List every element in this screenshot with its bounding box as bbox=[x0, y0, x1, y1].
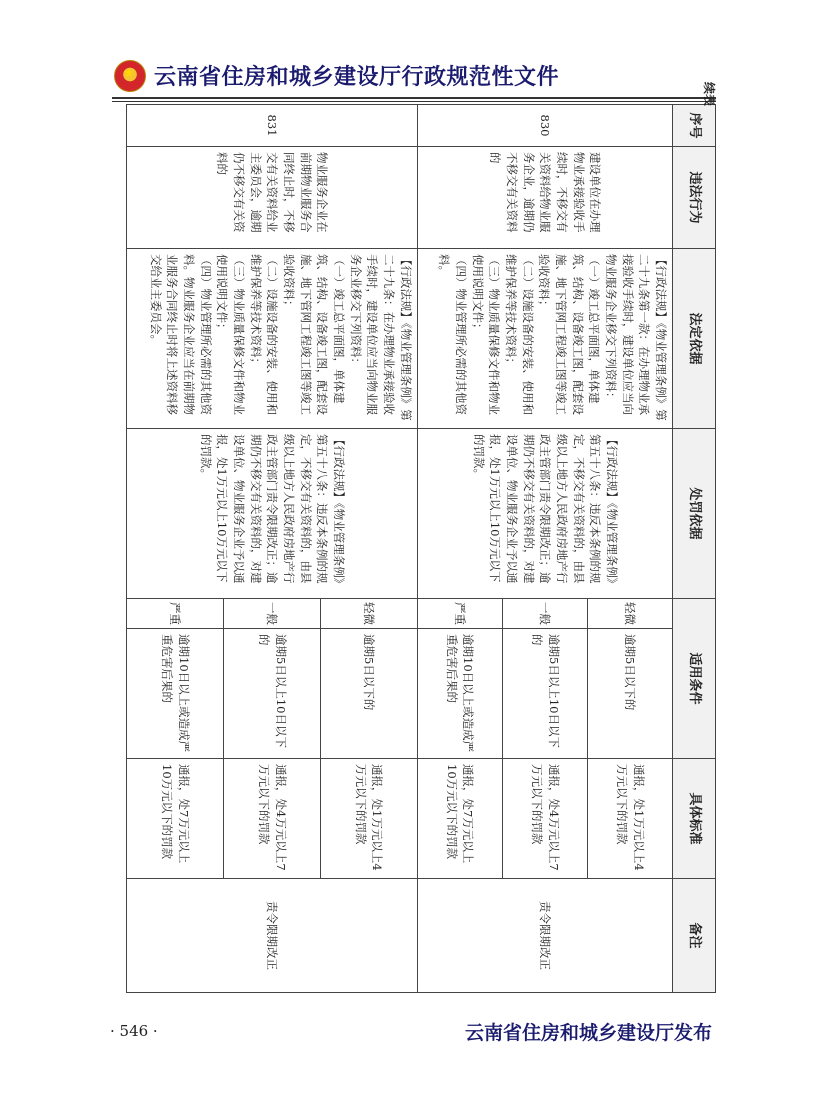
level-condition: 逾期5日以下的 bbox=[587, 629, 672, 759]
row-serial: 830 bbox=[417, 105, 672, 147]
level-label: 严重 bbox=[127, 599, 224, 629]
table-row bbox=[587, 105, 672, 993]
header-remark: 备注 bbox=[673, 879, 716, 993]
continued-label: 续表 bbox=[702, 82, 716, 107]
level-standard: 通报，处1万元以上4万元以下的罚款 bbox=[587, 759, 672, 879]
level-label: 一般 bbox=[223, 599, 320, 629]
header-divider-thin bbox=[112, 101, 716, 102]
row-penalty-basis: 【行政法规】《物业管理条例》第五十八条：违反本条例的规定，不移交有关资料的，由县级以上地方人民政府房地产行政主管部门责令限期改正；逾期仍不移交有关资料的，对建设单位、物业服务企业予以通报，处1万元以上10万元以下的罚款。 bbox=[417, 429, 672, 599]
level-label: 轻微 bbox=[587, 599, 672, 629]
level-standard: 通报，处1万元以上4万元以下的罚款 bbox=[320, 759, 417, 879]
row-remark: 责令限期改正 bbox=[127, 879, 418, 993]
level-label: 轻微 bbox=[320, 599, 417, 629]
header-penalty-basis: 处罚依据 bbox=[673, 429, 716, 599]
header-divider bbox=[112, 97, 716, 99]
level-condition: 逾期10日以上或造成严重危害后果的 bbox=[127, 629, 224, 759]
header-behavior: 违法行为 bbox=[673, 147, 716, 249]
row-legal-basis: 【行政法规】《物业管理条例》第二十九条：在办理物业承接验收手续时，建设单位应当向物业服务企业移交下列资料： （一）竣工总平面图，单体建筑、结构、设备竣工图，配套设施、地下管网工程竣工图等竣工验收资料； （二）设施设备的安装、使用和维护保养等技术资料； （三）物业质量保修文件和物业使用说明文件； （四）物业管理所必需的其他资料。物业服务企业应当在前期物业服务合同终止时将上述资料移交给业主委员会。 bbox=[127, 249, 418, 429]
level-label: 一般 bbox=[502, 599, 587, 629]
row-serial: 831 bbox=[127, 105, 418, 147]
level-standard: 通报，处4万元以上7万元以下的罚款 bbox=[223, 759, 320, 879]
level-standard: 通报，处7万元以上10万元以下的罚款 bbox=[417, 759, 502, 879]
level-standard: 通报，处7万元以上10万元以下的罚款 bbox=[127, 759, 224, 879]
level-condition: 逾期5日以上10日以下的 bbox=[502, 629, 587, 759]
row-behavior: 物业服务企业在前期物业服务合同终止时，不移交有关资料给业主委员会，逾期仍不移交有关资料的 bbox=[127, 147, 418, 249]
level-label: 严重 bbox=[417, 599, 502, 629]
row-behavior: 建设单位在办理物业承接验收手续时，不移交有关资料给物业服务企业，逾期仍不移交有关资料的 bbox=[417, 147, 672, 249]
row-penalty-basis: 【行政法规】《物业管理条例》第五十八条：违反本条例的规定，不移交有关资料的，由县级以上地方人民政府房地产行政主管部门责令限期改正；逾期仍不移交有关资料的，对建设单位、物业服务企业予以通报，处1万元以上10万元以下的罚款。 bbox=[127, 429, 418, 599]
rotated-table-sheet bbox=[126, 82, 716, 992]
level-standard: 通报，处4万元以上7万元以下的罚款 bbox=[502, 759, 587, 879]
level-condition: 逾期5日以上10日以下的 bbox=[223, 629, 320, 759]
level-condition: 逾期5日以下的 bbox=[320, 629, 417, 759]
national-emblem-icon bbox=[114, 60, 146, 92]
header-serial: 序号 bbox=[673, 105, 716, 147]
table-row bbox=[320, 105, 417, 993]
rotated-table-container bbox=[126, 82, 716, 992]
document-header-title: 云南省住房和城乡建设厅行政规范性文件 bbox=[154, 65, 560, 90]
header-legal-basis: 法定依据 bbox=[673, 249, 716, 429]
document-header bbox=[112, 58, 716, 94]
row-remark: 责令限期改正 bbox=[417, 879, 672, 993]
penalty-standards-table bbox=[126, 104, 716, 993]
row-legal-basis: 【行政法规】《物业管理条例》第二十九条第一款：在办理物业承接验收手续时，建设单位应当向物业服务企业移交下列资料： （一）竣工总平面图，单体建筑、结构、设备竣工图，配套设施、地下管网工程竣工图等竣工验收资料； （二）设施设备的安装、使用和维护保养等技术资料； （三）物业质量保修文件和物业使用说明文件； （四）物业管理所必需的其他资料。 bbox=[417, 249, 672, 429]
publisher-footer: 云南省住房和城乡建设厅发布 bbox=[464, 1022, 712, 1044]
header-condition: 适用条件 bbox=[673, 599, 716, 759]
page-number: · 546 · bbox=[110, 1022, 158, 1040]
header-standard: 具体标准 bbox=[673, 759, 716, 879]
level-condition: 逾期10日以上或造成严重危害后果的 bbox=[417, 629, 502, 759]
table-header-row bbox=[673, 105, 716, 993]
